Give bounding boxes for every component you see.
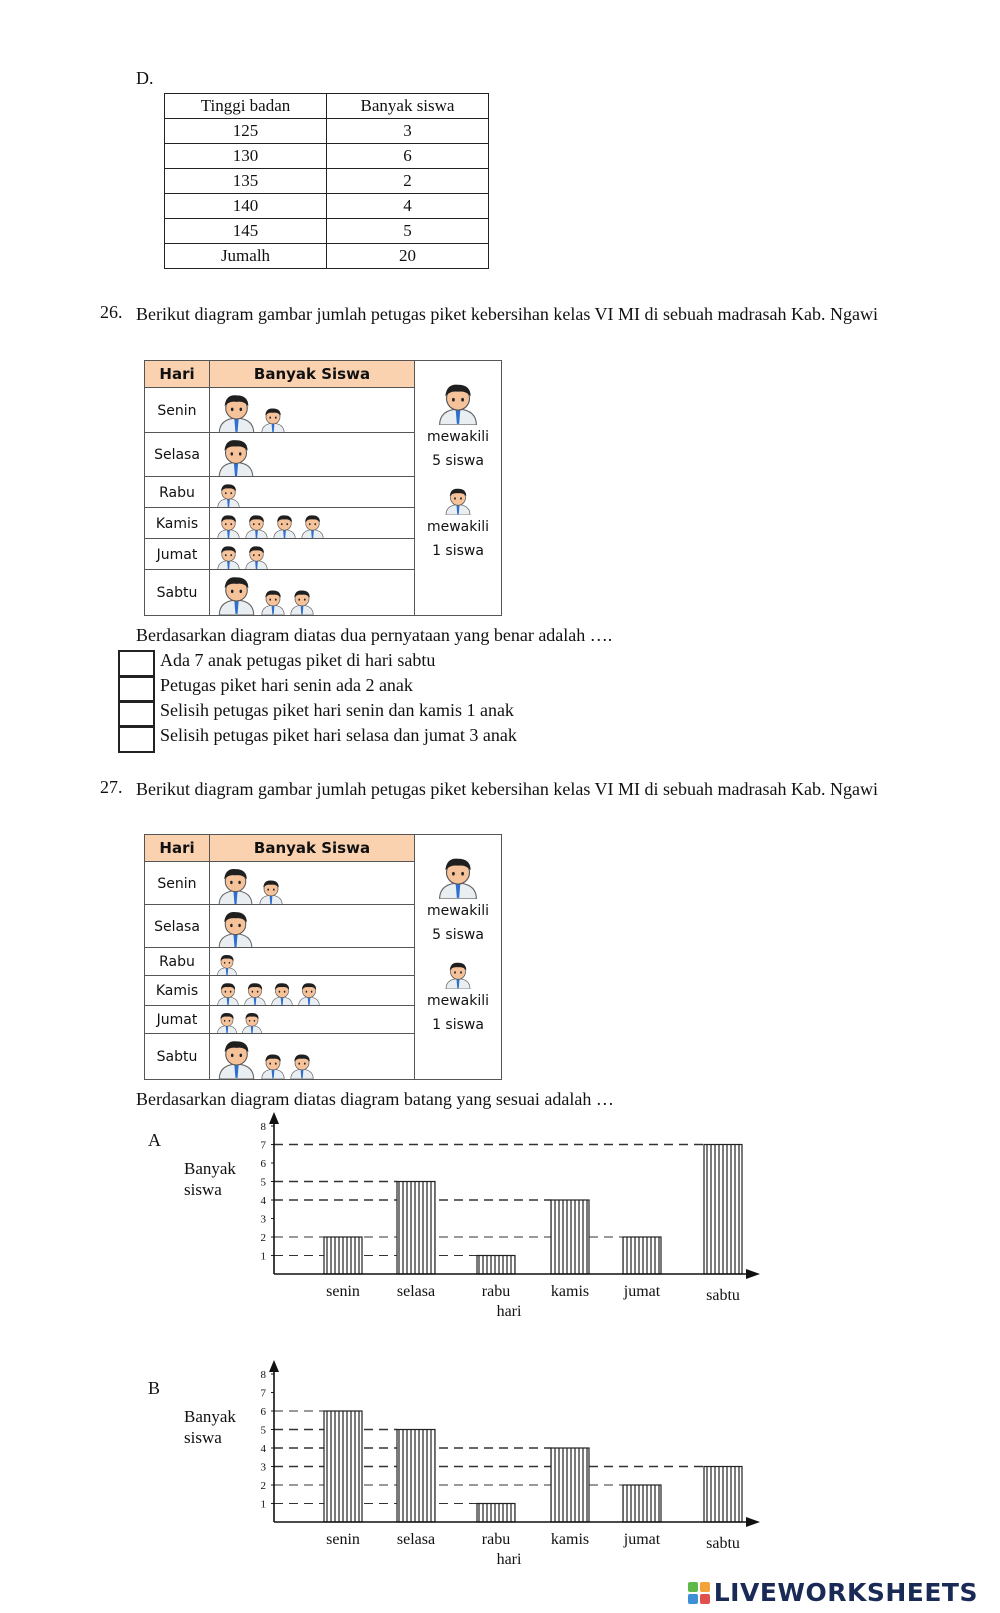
picto-day: Senin [145,388,210,433]
table-cell: 2 [327,169,489,194]
picto-row [145,538,414,570]
picto-icons [215,512,326,539]
y-tick-label: 3 [260,1461,266,1474]
chart-b[interactable] [250,1360,770,1580]
picto-header-hari: Hari [145,835,210,862]
picto-row [145,432,414,477]
table-cell: 4 [327,194,489,219]
y-tick-label: 6 [260,1158,266,1170]
chart-a[interactable] [250,1112,770,1332]
x-tick-label: kamis [550,1531,590,1548]
key-small-text-1: mewakili [426,519,490,535]
bar-sabtu [704,1467,742,1523]
q26-number: 26. [100,302,123,322]
q27-pictogram [144,834,502,1080]
bar-kamis [551,1448,589,1522]
table-cell: 140 [165,194,327,219]
person-icon-5 [215,572,258,615]
person-icon-1 [240,1010,264,1034]
height-table [164,93,489,269]
person-icon-1 [296,980,322,1006]
y-axis-arrow-icon [269,1112,279,1124]
table-cell: 5 [327,219,489,244]
y-tick-label: 5 [260,1176,266,1189]
table-cell: 130 [165,144,327,169]
picto-icons [215,864,285,905]
bar-senin [324,1237,362,1274]
x-tick-label: kamis [550,1283,590,1300]
person-icon-5 [215,1036,258,1079]
person-icon-1 [259,1051,287,1079]
x-tick-label: jumat [623,1531,661,1548]
picto-row [145,1033,414,1079]
picto-icons [215,390,287,433]
picto-row [145,904,414,948]
q27-text: Berikut diagram gambar jumlah petugas piket kebersihan kelas VI MI di sebuah madrasah Kab. Ngawi [136,779,878,799]
picto-day: Kamis [145,508,210,539]
table-cell: 3 [327,119,489,144]
x-tick-label: jumat [623,1283,661,1300]
y-tick-label: 2 [260,1480,266,1492]
bar-rabu [477,1504,515,1523]
x-axis-label: hari [496,1551,522,1568]
key-small-text-2: 1 siswa [432,543,484,559]
y-tick-label: 3 [260,1213,266,1226]
picto-icons [215,572,316,615]
person-icon-1 [215,1010,239,1034]
picto-header-hari: Hari [145,361,210,388]
key-big [415,379,501,473]
person-icon-1 [243,512,270,539]
picto-icons [215,543,270,570]
picto-header-banyak: Banyak Siswa [210,835,414,862]
picto-day: Rabu [145,948,210,976]
table-cell: 125 [165,119,327,144]
chart-a-letter: A [148,1130,161,1150]
x-tick-label: selasa [396,1531,436,1548]
person-icon-5 [215,864,256,905]
key-small-text-2: 1 siswa [432,1017,484,1033]
table-row [165,194,489,219]
y-tick-label: 7 [260,1387,266,1400]
logo-icon [688,1581,710,1610]
table-cell: 145 [165,219,327,244]
picto-icons [215,1010,264,1034]
table-row [165,219,489,244]
picto-icons [215,952,239,976]
person-icon-5 [215,435,257,477]
table-header-row [165,94,489,119]
picto-icons [215,980,322,1006]
q26-option-2: Petugas piket hari senin ada 2 anak [160,675,413,695]
key-small [415,485,501,563]
person-icon-1 [215,481,242,508]
x-tick-label: sabtu [706,1287,740,1304]
picto-day: Selasa [145,905,210,948]
picto-icons [215,907,256,948]
person-icon-1 [288,587,316,615]
table-row [165,169,489,194]
q26-pictogram [144,360,502,616]
table-cell: 135 [165,169,327,194]
bar-sabtu [704,1145,742,1275]
table-row [165,144,489,169]
key-big-text-1: mewakili [426,429,490,445]
table-cell: Jumalh [165,244,327,269]
key-small-icon [415,959,501,989]
bar-rabu [477,1256,515,1275]
person-icon-1 [271,512,298,539]
picto-row [145,975,414,1006]
q26-text: Berikut diagram gambar jumlah petugas piket kebersihan kelas VI MI di sebuah madrasah Kab. Ngawi [136,304,878,324]
person-icon-5 [215,907,256,948]
q27-number: 27. [100,777,123,797]
chart-b-letter: B [148,1378,161,1398]
logo-text: LIVEWORKSHEETS [713,1578,978,1607]
chart-a-ylabel-line2: siswa [184,1180,222,1199]
q26-prompt: Berdasarkan diagram diatas dua pernyataan yang benar adalah …. [136,625,613,645]
picto-day: Selasa [145,433,210,477]
q26-option-4: Selisih petugas piket hari selasa dan jumat 3 anak [160,725,517,745]
y-tick-label: 1 [260,1498,266,1511]
bar-jumat [623,1237,661,1274]
y-tick-label: 8 [260,1121,266,1133]
y-tick-label: 5 [260,1424,266,1437]
person-icon-1 [259,405,287,433]
key-big-text-2: 5 siswa [432,453,484,469]
key-big-icon [415,379,501,425]
key-big-text-2: 5 siswa [432,927,484,943]
x-axis-arrow-icon [746,1517,760,1527]
person-icon-1 [288,1051,316,1079]
x-tick-label: rabu [481,1283,511,1300]
q26-checkbox-2[interactable] [118,675,155,703]
person-icon-1 [299,512,326,539]
q26-option-1: Ada 7 anak petugas piket di hari sabtu [160,650,436,670]
x-tick-label: rabu [481,1531,511,1548]
picto-day: Rabu [145,477,210,508]
key-small [415,959,501,1037]
person-icon-1 [215,543,242,570]
picto-icons [215,1036,316,1079]
header-tinggi: Tinggi badan [165,94,327,119]
picto-row [145,1005,414,1034]
header-banyak: Banyak siswa [327,94,489,119]
y-tick-label: 7 [260,1139,266,1152]
q26-checkbox-1[interactable] [118,650,155,678]
y-tick-label: 8 [260,1369,266,1381]
bar-selasa [397,1182,435,1275]
picto-row [145,507,414,539]
bar-senin [324,1411,362,1522]
q26-checkbox-3[interactable] [118,700,155,728]
chart-a-ylabel-line1: Banyak [184,1159,236,1178]
picto-day: Senin [145,862,210,905]
person-icon-1 [257,877,285,905]
picto-day: Jumat [145,1006,210,1034]
x-axis-arrow-icon [746,1269,760,1279]
key-small-text-1: mewakili [426,993,490,1009]
picto-day: Sabtu [145,570,210,615]
person-icon-1 [242,980,268,1006]
person-icon-1 [243,543,270,570]
option-d-label: D. [136,68,154,88]
x-tick-label: senin [326,1283,360,1300]
table-cell: 20 [327,244,489,269]
y-tick-label: 4 [260,1195,266,1207]
person-icon-1 [269,980,295,1006]
person-icon-1 [259,587,287,615]
key-big-icon [415,853,501,899]
chart-a-ylabel [184,1158,236,1200]
picto-row [145,861,414,905]
table-row [165,244,489,269]
table-row [165,119,489,144]
bar-selasa [397,1430,435,1523]
x-tick-label: sabtu [706,1535,740,1552]
person-icon-5 [215,390,258,433]
q26-checkbox-4[interactable] [118,725,155,753]
liveworksheets-logo [688,1578,978,1610]
picto-day: Kamis [145,976,210,1006]
x-tick-label: selasa [396,1283,436,1300]
y-axis-arrow-icon [269,1360,279,1372]
q26-option-3: Selisih petugas piket hari senin dan kamis 1 anak [160,700,514,720]
y-tick-label: 4 [260,1443,266,1455]
picto-row [145,947,414,976]
picto-day: Jumat [145,539,210,570]
chart-b-ylabel [184,1406,236,1448]
picto-icons [215,481,242,508]
bar-kamis [551,1200,589,1274]
key-big [415,853,501,947]
key-small-icon [415,485,501,515]
table-cell: 6 [327,144,489,169]
person-icon-1 [215,952,239,976]
chart-b-ylabel-line2: siswa [184,1428,222,1447]
y-tick-label: 6 [260,1406,266,1418]
picto-row [145,476,414,508]
picto-day: Sabtu [145,1034,210,1079]
person-icon-1 [215,980,241,1006]
bar-jumat [623,1485,661,1522]
picto-row [145,387,414,433]
x-axis-label: hari [496,1303,522,1320]
key-big-text-1: mewakili [426,903,490,919]
y-tick-label: 1 [260,1250,266,1263]
q27-prompt: Berdasarkan diagram diatas diagram batang yang sesuai adalah … [136,1089,614,1109]
chart-b-ylabel-line1: Banyak [184,1407,236,1426]
picto-icons [215,435,257,477]
picto-header-banyak: Banyak Siswa [210,361,414,388]
x-tick-label: senin [326,1531,360,1548]
picto-row [145,569,414,615]
y-tick-label: 2 [260,1232,266,1244]
person-icon-1 [215,512,242,539]
